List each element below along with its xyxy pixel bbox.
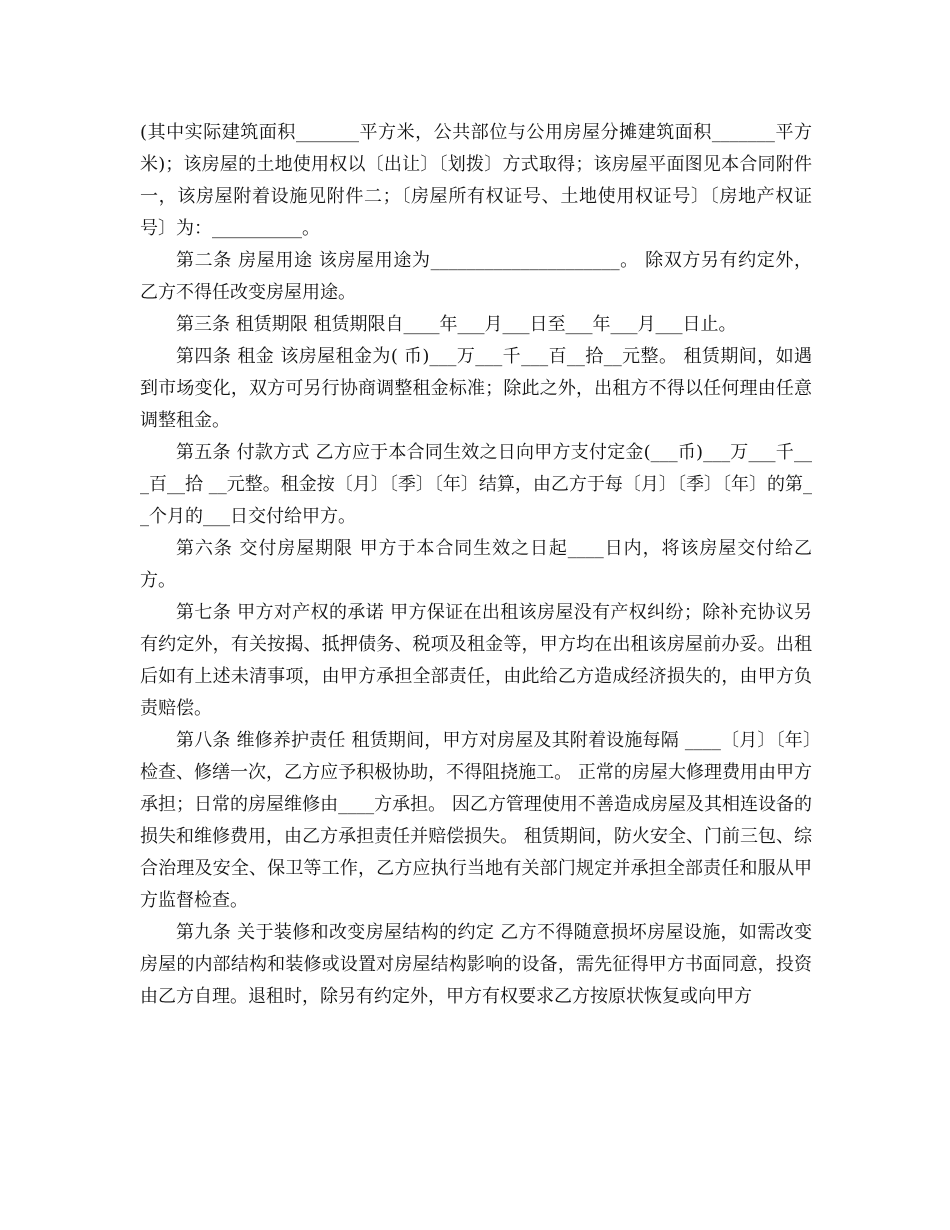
article-4-rent: 第四条 租金 该房屋租金为( 币)___万___千___百__拾__元整。 租赁期间，如遇到市场变化，双方可另行协商调整租金标准；除此之外，出租方不得以任何理由任意调整租金。 bbox=[140, 346, 812, 431]
article-3-term: 第三条 租赁期限 租赁期限自____年___月___日至___年___月___日止。 bbox=[176, 314, 737, 335]
article-5-payment: 第五条 付款方式 乙方应于本合同生效之日向甲方支付定金(___币)___万___千___百__拾 __元整。租金按〔月〕〔季〕〔年〕结算，由乙方于每〔月〕〔季〕〔年〕的第__个月的___日交付给甲方。 bbox=[140, 442, 812, 527]
article-6-delivery: 第六条 交付房屋期限 甲方于本合同生效之日起____日内，将该房屋交付给乙方。 bbox=[140, 538, 812, 591]
article-8-maintenance: 第八条 维修养护责任 租赁期间，甲方对房屋及其附着设施每隔 ____〔月〕〔年〕检查、修缮一次，乙方应予积极协助，不得阻挠施工。 正常的房屋大修理费用由甲方承担；日常的房屋维修由____方承担。 因乙方管理使用不善造成房屋及其相连设备的损失和维修费用，由乙方承担责任并赔偿损失。 租赁期间，防火安全、门前三包、综合治理及安全、保卫等工作，乙方应执行当地有关部门规定并承担全部责任和服从甲方监督检查。 bbox=[140, 730, 812, 911]
contract-body bbox=[140, 117, 812, 1013]
paragraph-continued: (其中实际建筑面积_______平方米，公共部位与公用房屋分摊建筑面积_______平方米)；该房屋的土地使用权以〔出让〕〔划拨〕方式取得；该房屋平面图见本合同附件一，该房屋附着设施见附件二；〔房屋所有权证号、土地使用权证号〕〔房地产权证号〕为：__________。 bbox=[140, 122, 812, 239]
article-2-purpose: 第二条 房屋用途 该房屋用途为_____________________。 除双方另有约定外，乙方不得任改变房屋用途。 bbox=[140, 250, 812, 303]
article-7-title-commitment: 第七条 甲方对产权的承诺 甲方保证在出租该房屋没有产权纠纷；除补充协议另有约定外，有关按揭、抵押债务、税项及租金等，甲方均在出租该房屋前办妥。出租后如有上述未清事项，由甲方承担全部责任，由此给乙方造成经济损失的，由甲方负责赔偿。 bbox=[140, 602, 812, 719]
article-9-renovation: 第九条 关于装修和改变房屋结构的约定 乙方不得随意损坏房屋设施，如需改变房屋的内部结构和装修或设置对房屋结构影响的设备，需先征得甲方书面同意，投资由乙方自理。退租时，除另有约定外，甲方有权要求乙方按原状恢复或向甲方 bbox=[140, 922, 812, 1007]
